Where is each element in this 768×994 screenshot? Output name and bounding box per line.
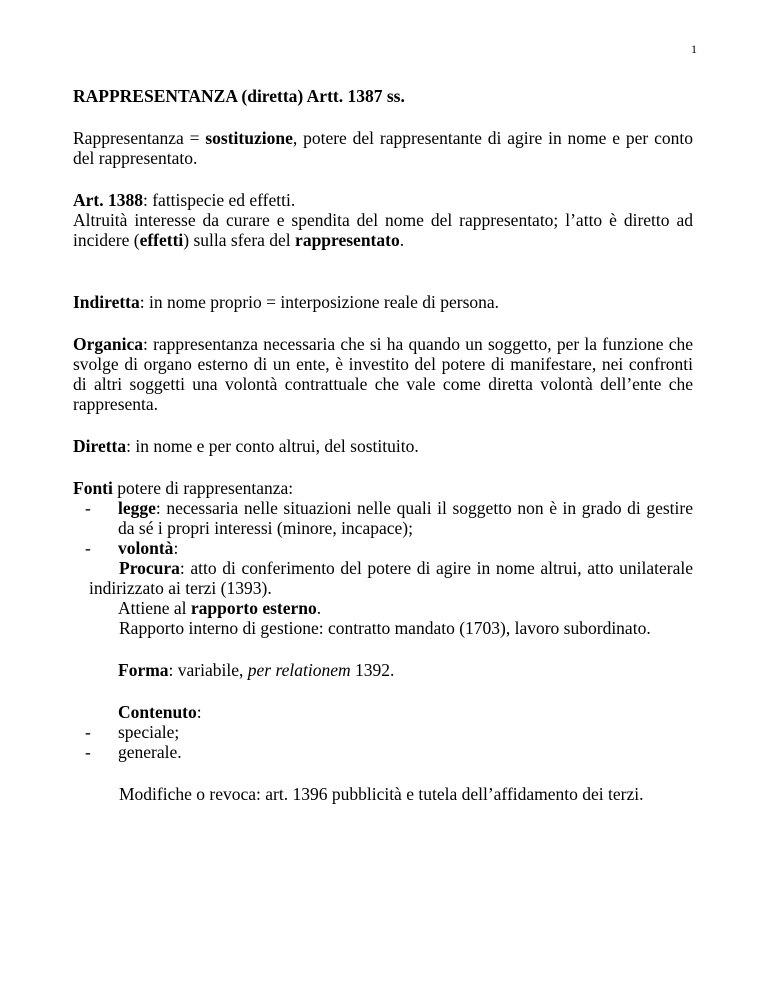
definition-prefix: Rappresentanza = (73, 128, 206, 148)
list-item-generale (73, 742, 693, 762)
document-title: RAPPRESENTANZA (diretta) Artt. 1387 ss. (73, 86, 405, 106)
list-item-volonta (73, 538, 693, 558)
document-body (73, 86, 693, 804)
diretta-label: Diretta (73, 436, 127, 456)
diretta-text: : in nome e per conto altrui, del sostituito. (126, 436, 419, 456)
procura-text: : atto di conferimento del potere di agire in nome altrui, atto unilaterale indirizzato ai terzi (1393). (89, 558, 693, 598)
art1388-effetti: effetti (139, 230, 184, 250)
art1388-rappresentato: rappresentato (295, 230, 400, 250)
fonti-label: Fonti (73, 478, 113, 498)
indiretta-text: : in nome proprio = interposizione reale di persona. (139, 292, 500, 312)
forma-italic: per relationem (247, 660, 351, 680)
list-dash: - (85, 722, 91, 742)
art1388-label: Art. 1388 (73, 190, 143, 210)
procura-paragraph (73, 558, 693, 598)
art1388-paragraph (73, 210, 693, 250)
generale-text: generale. (118, 742, 182, 762)
list-dash: - (85, 498, 91, 518)
list-item-legge (73, 498, 693, 538)
spacer (73, 638, 693, 660)
organica-text: : rappresentanza necessaria che si ha quando un soggetto, per la funzione che svolge di organo esterno di un ente, è investito del potere di manifestare, nei confronti di altri soggetti una volontà contrattuale che vale come diretta volontà dell’ente che rappresenta. (73, 334, 693, 414)
attiene-end: . (316, 598, 322, 618)
forma-paragraph (73, 660, 693, 680)
art1388-heading-rest: : fattispecie ed effetti. (142, 190, 296, 210)
rapporto-interno-paragraph: Rapporto interno di gestione: contratto mandato (1703), lavoro subordinato. (119, 618, 651, 638)
indiretta-label: Indiretta (73, 292, 140, 312)
forma-end: 1392. (350, 660, 395, 680)
contenuto-heading (73, 702, 693, 722)
diretta-paragraph (73, 436, 693, 456)
fonti-heading (73, 478, 693, 498)
spacer (73, 762, 693, 784)
legge-text: : necessaria nelle situazioni nelle quali il soggetto non è in grado di gestire da sé i propri interessi (minore, incapace); (118, 498, 693, 538)
art1388-line1: Altruità interesse da curare e spendita del nome del rappresentato; l’atto è diretto ad incidere ( (73, 210, 693, 250)
list-dash: - (85, 742, 91, 762)
definition-bold: sostituzione (205, 128, 293, 148)
indiretta-paragraph (73, 292, 693, 312)
attiene-bold: rapporto esterno (190, 598, 317, 618)
forma-text: : variabile, (168, 660, 248, 680)
legge-label: legge (118, 498, 156, 518)
volonta-text: : (173, 538, 179, 558)
forma-label: Forma (118, 660, 169, 680)
list-item-speciale (73, 722, 693, 742)
organica-paragraph (73, 334, 693, 414)
modifiche-paragraph: Modifiche o revoca: art. 1396 pubblicità e tutela dell’affidamento dei terzi. (119, 784, 644, 804)
art1388-line2: ) sulla sfera del (183, 230, 296, 250)
contenuto-end: : (196, 702, 202, 722)
contenuto-list (73, 722, 693, 762)
page-number: 1 (691, 42, 697, 56)
art1388-heading (73, 190, 693, 210)
fonti-text: potere di rappresentanza: (112, 478, 294, 498)
speciale-text: speciale; (118, 722, 180, 742)
attiene-text: Attiene al (118, 598, 191, 618)
definition-paragraph (73, 128, 693, 168)
procura-label: Procura (119, 558, 180, 578)
contenuto-label: Contenuto (118, 702, 197, 722)
attiene-paragraph (73, 598, 693, 618)
art1388-end: . (399, 230, 405, 250)
organica-label: Organica (73, 334, 143, 354)
spacer (73, 680, 693, 702)
volonta-label: volontà (118, 538, 174, 558)
definition-suffix: , potere del rappresentante di agire in nome e per conto del rappresentato. (73, 128, 693, 168)
fonti-list (73, 498, 693, 558)
list-dash: - (85, 538, 91, 558)
